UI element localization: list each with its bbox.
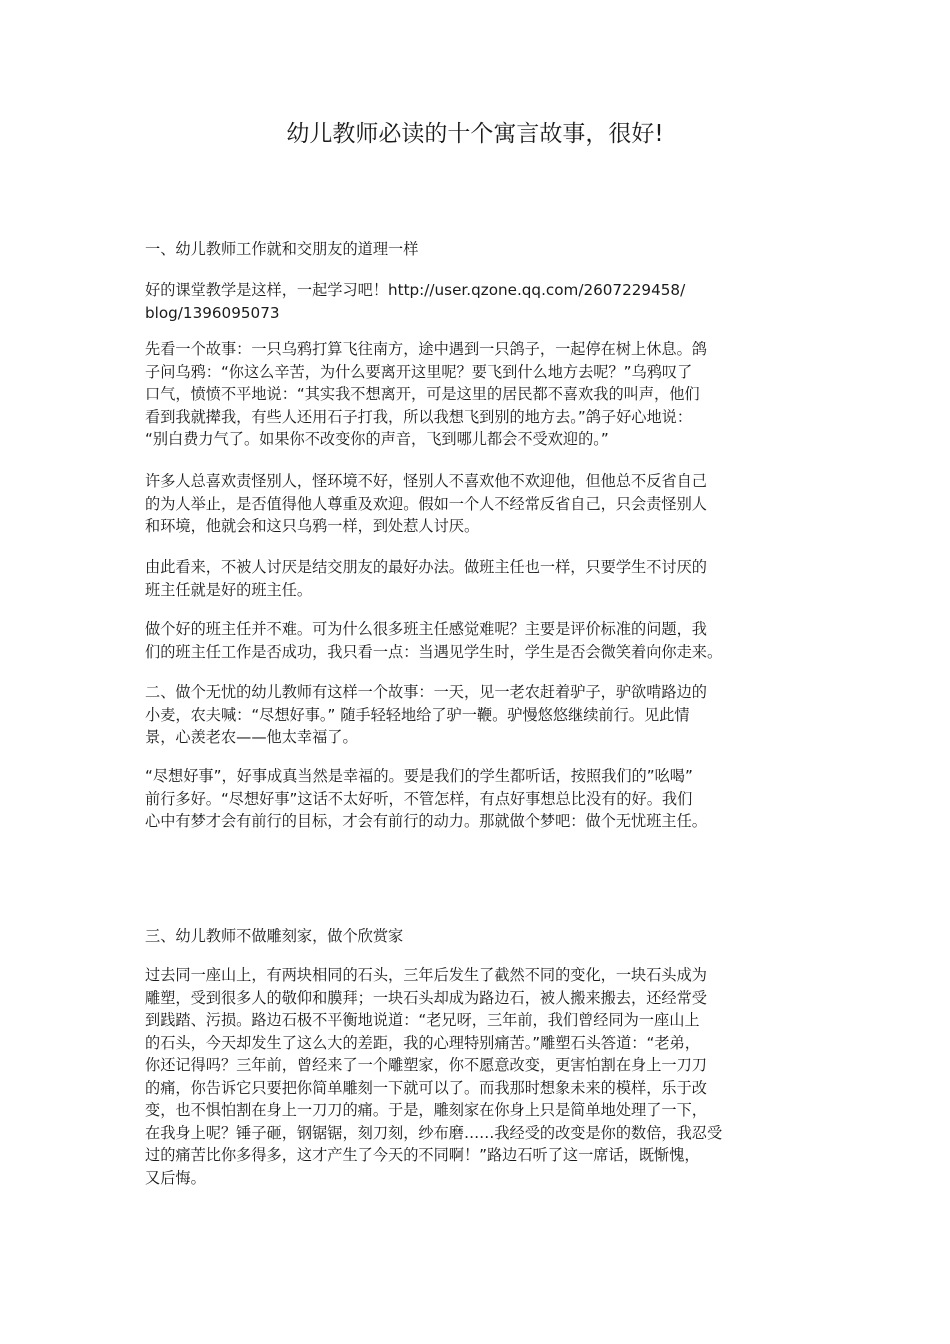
- section-heading-3: 三、幼儿教师不做雕刻家，做个欣赏家: [145, 927, 404, 945]
- paragraph-good-things: “尽想好事”，好事成真当然是幸福的。要是我们的学生都听话，按照我们的”吆喝” 前行多好。“尽想好事”这话不太好听，不管怎样，有点好事想总比没有的好。我们 心中有梦才会有前行的目标，才会有前行的动力。那就做个梦吧：做个无忧班主任。: [145, 767, 707, 830]
- paragraph-link: 好的课堂教学是这样，一起学习吧！http://user.qzone.qq.com/2607229458/ blog/1396095073: [145, 281, 686, 322]
- paragraph-section-2-story: 二、做个无忧的幼儿教师有这样一个故事：一天，见一老农赶着驴子，驴欲啃路边的 小麦，农夫喊：“尽想好事。” 随手轻轻地给了驴一鞭。驴慢悠悠继续前行。见此情 景，心羡老农——他太幸福了。: [145, 683, 707, 746]
- paragraph-reflection: 许多人总喜欢责怪别人，怪环境不好，怪别人不喜欢他不欢迎他，但他总不反省自己 的为人举止，是否值得他人尊重及欢迎。假如一个人不经常反省自己，只会责怪别人 和环境，他就会和这只乌鸦一样，到处惹人讨厌。: [145, 472, 707, 535]
- paragraph-crow-story: 先看一个故事：一只乌鸦打算飞往南方，途中遇到一只鸽子，一起停在树上休息。鸽 子问乌鸦：“你这么辛苦，为什么要离开这里呢？要飞到什么地方去呢？”乌鸦叹了 口气，愤愤不平地说：“其实我不想离开，可是这里的居民都不喜欢我的叫声，他们 看到我就撵我，有些人还用石子打我，所以我想飞到别的地方去。”鸽子好心地说： “别白费力气了。如果你不改变你的声音，飞到哪儿都会不受欢迎的。”: [145, 340, 707, 448]
- paragraph-conclusion: 由此看来，不被人讨厌是结交朋友的最好办法。做班主任也一样，只要学生不讨厌的 班主任就是好的班主任。: [145, 558, 707, 599]
- paragraph-stone-story: 过去同一座山上，有两块相同的石头，三年后发生了截然不同的变化，一块石头成为 雕塑，受到很多人的敬仰和膜拜；一块石头却成为路边石，被人搬来搬去，还经常受 到践踏、污损。路边石极不平衡地说道：“老兄呀，三年前，我们曾经同为一座山上 的石头，今天却发生了这么大的差距，我的心理特别痛苦。”雕塑石头答道：“老弟， 你还记得吗？三年前，曾经来了一个雕塑家，你不愿意改变，更害怕割在身上一刀刀 的痛，你告诉它只要把你简单雕刻一下就可以了。而我那时想象未来的模样，乐于改 变，也不惧怕割在身上一刀刀的痛。于是，雕刻家在你身上只是简单地处理了一下， 在我身上呢？锤子砸，钢锯锯，刻刀刻，纱布磨……我经受的改变是你的数倍，我忍受 过的痛苦比你多得多，这才产生了今天的不同啊！”路边石听了这一席话，既惭愧， 又后悔。: [145, 966, 723, 1187]
- document-title: 幼儿教师必读的十个寓言故事，很好!: [286, 121, 664, 147]
- section-heading-1: 一、幼儿教师工作就和交朋友的道理一样: [145, 240, 419, 258]
- paragraph-good-teacher: 做个好的班主任并不难。可为什么很多班主任感觉难呢？主要是评价标准的问题，我 们的班主任工作是否成功，我只看一点：当遇见学生时，学生是否会微笑着向你走来。: [145, 620, 723, 661]
